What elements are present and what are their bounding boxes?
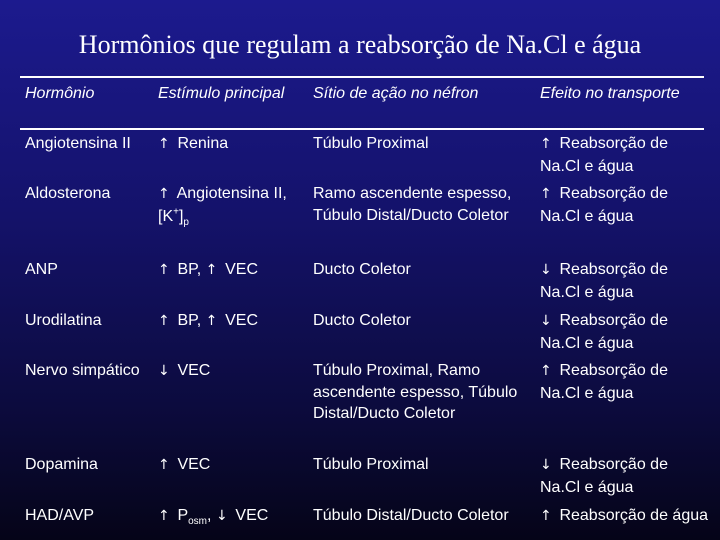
stimulus-text: ] (178, 207, 184, 225)
slide-title: Hormônios que regulam a reabsorção de Na.Cl e água (78, 30, 642, 59)
up-arrow-icon: ↑ (158, 186, 170, 202)
cell-stimulus (158, 133, 313, 156)
cell-hormone: Aldosterona (25, 185, 111, 202)
cell-effect (540, 183, 710, 227)
cell-stimulus (158, 183, 313, 227)
stimulus-text: , (207, 507, 212, 524)
stimulus-text: VEC (235, 507, 269, 524)
cell-stimulus (158, 259, 313, 282)
up-arrow-icon: ↑ (158, 313, 170, 329)
stimulus-text: VEC (225, 261, 258, 278)
effect-text: Reabsorção de Na.Cl e água (540, 456, 668, 496)
cell-stimulus (158, 505, 313, 528)
header-stimulus: Estímulo principal (158, 85, 285, 102)
cell-effect (540, 505, 710, 528)
cell-site: Ducto Coletor (313, 312, 411, 329)
stimulus-text: [K (158, 207, 174, 225)
down-arrow-icon: ↓ (540, 457, 552, 473)
cell-hormone: Angiotensina II (25, 135, 131, 152)
up-arrow-icon: ↑ (158, 262, 170, 278)
effect-text: Reabsorção de Na.Cl e água (540, 362, 668, 402)
cell-effect (540, 310, 710, 354)
up-arrow-icon: ↑ (158, 136, 170, 152)
table-top-rule (20, 76, 704, 78)
effect-text: Reabsorção de Na.Cl e água (540, 185, 668, 225)
down-arrow-icon: ↓ (215, 508, 228, 524)
stimulus-text: Angiotensina II, (176, 185, 287, 202)
cell-effect (540, 133, 710, 177)
effect-text: Reabsorção de Na.Cl e água (540, 261, 668, 301)
header-site: Sítio de ação no néfron (313, 85, 479, 102)
effect-text: Reabsorção de água (559, 507, 709, 524)
cell-hormone: Nervo simpático (25, 362, 140, 379)
cell-site: Túbulo Proximal (313, 135, 429, 152)
up-arrow-icon: ↑ (540, 136, 552, 152)
stimulus-text: VEC (225, 312, 258, 329)
cell-stimulus (158, 360, 313, 383)
cell-stimulus (158, 310, 313, 333)
cell-site: Túbulo Proximal, Ramo ascendente espesso, Túbulo Distal/Ducto Coletor (313, 362, 518, 422)
up-arrow-icon: ↑ (540, 363, 552, 379)
cell-site: Ducto Coletor (313, 261, 411, 278)
cell-hormone: ANP (25, 261, 58, 278)
effect-text: Reabsorção de Na.Cl e água (540, 135, 668, 175)
stimulus-text: BP, (177, 312, 202, 329)
up-arrow-icon: ↑ (158, 508, 170, 524)
effect-text: Reabsorção de Na.Cl e água (540, 312, 668, 352)
cell-effect (540, 454, 710, 498)
stimulus-text: VEC (177, 362, 211, 379)
up-arrow-icon: ↑ (540, 508, 552, 524)
header-hormone: Hormônio (25, 85, 95, 102)
down-arrow-icon: ↓ (158, 363, 170, 379)
stimulus-text: VEC (177, 456, 211, 473)
subscript: p (183, 216, 189, 228)
stimulus-text: BP, (177, 261, 202, 278)
cell-site: Túbulo Distal/Ducto Coletor (313, 507, 509, 524)
stimulus-text: Renina (177, 135, 229, 152)
header-effect: Efeito no transporte (540, 85, 680, 102)
up-arrow-icon: ↑ (540, 186, 552, 202)
header-rule (20, 128, 704, 130)
up-arrow-icon: ↑ (205, 262, 218, 278)
up-arrow-icon: ↑ (158, 457, 170, 473)
down-arrow-icon: ↓ (540, 313, 552, 329)
cell-hormone: Dopamina (25, 456, 98, 473)
cell-site: Ramo ascendente espesso, Túbulo Distal/Ducto Coletor (313, 185, 512, 224)
cell-hormone: HAD/AVP (25, 507, 95, 524)
subscript: osm (188, 516, 208, 528)
cell-site: Túbulo Proximal (313, 456, 429, 473)
cell-effect (540, 259, 710, 303)
cell-effect (540, 360, 710, 404)
up-arrow-icon: ↑ (205, 313, 218, 329)
cell-stimulus (158, 454, 313, 477)
cell-hormone: Urodilatina (25, 312, 102, 329)
down-arrow-icon: ↓ (540, 262, 552, 278)
superscript: + (173, 206, 179, 218)
stimulus-text: P (177, 507, 189, 524)
